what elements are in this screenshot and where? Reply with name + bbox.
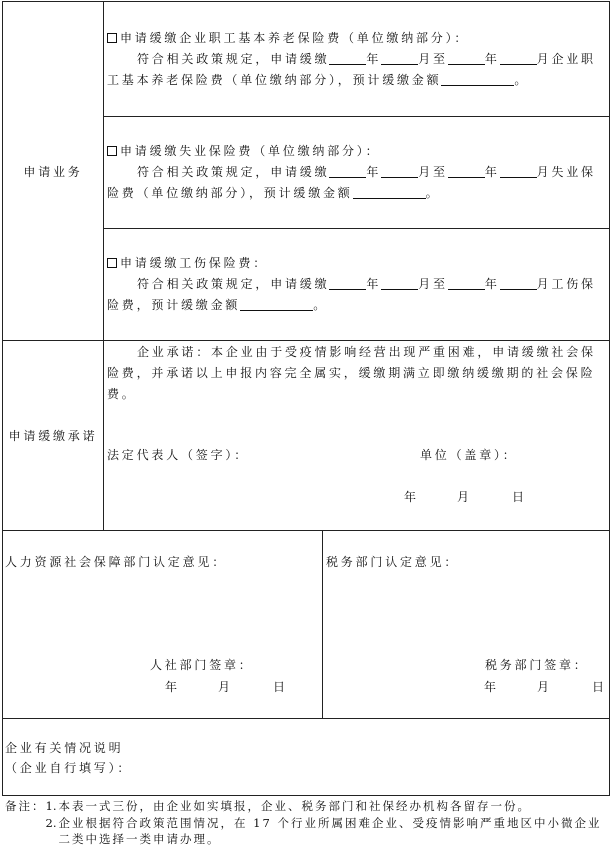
month-to-field[interactable]: [500, 165, 537, 178]
checkbox[interactable]: [107, 146, 117, 156]
detail-text: 月: [536, 165, 552, 179]
detail-text: 符合相关政策规定，申请缓缴: [137, 165, 330, 179]
business-label: [3, 2, 103, 340]
month-from-field[interactable]: [381, 52, 418, 65]
detail-text: 符合相关政策规定，申请缓缴: [137, 277, 330, 291]
item-heading: [107, 141, 609, 162]
month-from-field[interactable]: [381, 277, 418, 290]
item-detail: [107, 162, 609, 204]
row-divider-notes: [2, 718, 610, 719]
company-notes-title: 企业有关情况说明: [5, 741, 124, 755]
commitment-date-month: 月: [457, 490, 472, 504]
detail-text: 年: [366, 51, 382, 66]
detail-text: 工伤保险费，预计缓缴金额: [107, 277, 596, 312]
item-detail: [107, 49, 609, 91]
business-item-injury: [107, 229, 609, 340]
remark-number: 1.: [45, 799, 57, 813]
amount-field[interactable]: [441, 73, 514, 86]
legal-representative-signature: 法定代表人（签字）：: [107, 448, 250, 462]
item-heading-text: 申请缓缴工伤保险费：: [120, 256, 269, 270]
detail-text: 月至: [418, 51, 448, 66]
hr-opinion-title: 人力资源社会保障部门认定意见：: [5, 555, 228, 569]
remarks: [5, 798, 609, 848]
row-divider-opinions: [2, 530, 610, 531]
year-from-field[interactable]: [329, 165, 366, 178]
remarks-list: [46, 798, 610, 848]
commitment-text: 企业承诺：本企业由于受疫情影响经营出现严重困难，申请缓缴社会保险费，并承诺以上申报内容完全属实，缓缴期满立即缴纳缓缴期的社会保险费。: [107, 345, 596, 401]
business-item-unemployment: [107, 117, 609, 228]
tax-date-day: 日: [592, 680, 607, 694]
label-column-divider: [103, 1, 104, 531]
remark-text: 本表一式三份，由企业如实填报，企业、税务部门和社保经办机构各留存一份。: [58, 799, 531, 813]
remark-text: 企业根据符合政策范围情况，在 17 个行业所属困难企业、受疫情影响严重地区中小微企业二类中选择一类申请办理。: [58, 815, 602, 846]
detail-text: 年: [484, 277, 500, 291]
detail-text: 。: [514, 72, 530, 87]
detail-text: 年: [484, 51, 500, 66]
detail-text: 月: [536, 51, 552, 66]
year-to-field[interactable]: [448, 52, 485, 65]
item-heading-text: 申请缓缴失业保险费（单位缴纳部分）：: [120, 144, 381, 158]
commitment-date-year: 年: [404, 490, 419, 504]
item-heading-text: 申请缓缴企业职工基本养老保险费（单位缴纳部分）：: [120, 30, 470, 45]
remarks-prefix: 备注：: [5, 799, 46, 813]
commitment-label: [3, 341, 103, 530]
detail-text: 月至: [418, 165, 448, 179]
table-border-right: [609, 1, 610, 796]
commitment-content: [107, 342, 609, 405]
detail-text: 年: [366, 165, 382, 179]
hr-seal: 人社部门签章：: [150, 658, 254, 672]
month-from-field[interactable]: [381, 165, 418, 178]
detail-text: 符合相关政策规定，申请缓缴: [137, 51, 330, 66]
item-heading: [107, 28, 609, 49]
year-to-field[interactable]: [448, 165, 485, 178]
detail-text: 企业职工基本养老保险费（单位缴纳部分），预计缓缴金额: [107, 51, 596, 87]
business-item-pension: [107, 2, 609, 116]
year-to-field[interactable]: [448, 277, 485, 290]
month-to-field[interactable]: [500, 52, 537, 65]
detail-text: 。: [313, 298, 329, 312]
amount-field[interactable]: [353, 186, 426, 199]
remark-item: [46, 798, 610, 815]
month-to-field[interactable]: [500, 277, 537, 290]
tax-opinion-title: 税务部门认定意见：: [326, 555, 460, 569]
commitment-date-day: 日: [512, 490, 527, 504]
detail-text: 月至: [418, 277, 448, 291]
tax-date-month: 月: [537, 680, 552, 694]
detail-text: 年: [366, 277, 382, 291]
detail-text: 。: [425, 186, 441, 200]
amount-field[interactable]: [240, 298, 313, 311]
year-from-field[interactable]: [329, 52, 366, 65]
detail-text: 月: [536, 277, 552, 291]
commitment-label-text: 申请缓缴承诺: [8, 429, 98, 443]
tax-date-year: 年: [484, 680, 499, 694]
item-detail: [107, 274, 609, 316]
opinion-column-divider: [322, 530, 323, 718]
business-label-text: 申请业务: [23, 164, 83, 179]
remark-number: 2.: [45, 815, 57, 830]
tax-seal: 税务部门签章：: [485, 658, 589, 672]
checkbox[interactable]: [107, 258, 117, 268]
hr-date-year: 年: [165, 680, 180, 694]
checkbox[interactable]: [107, 33, 117, 43]
company-notes-subtitle: （企业自行填写）：: [5, 761, 133, 775]
hr-date-day: 日: [273, 680, 288, 694]
detail-text: 年: [484, 165, 500, 179]
table-border-bottom: [2, 795, 610, 796]
item-heading: [107, 253, 609, 274]
year-from-field[interactable]: [329, 277, 366, 290]
hr-date-month: 月: [218, 680, 233, 694]
detail-text: 失业保险费（单位缴纳部分），预计缓缴金额: [107, 165, 596, 200]
unit-seal: 单位（盖章）：: [420, 448, 518, 462]
remark-item: [46, 815, 610, 848]
